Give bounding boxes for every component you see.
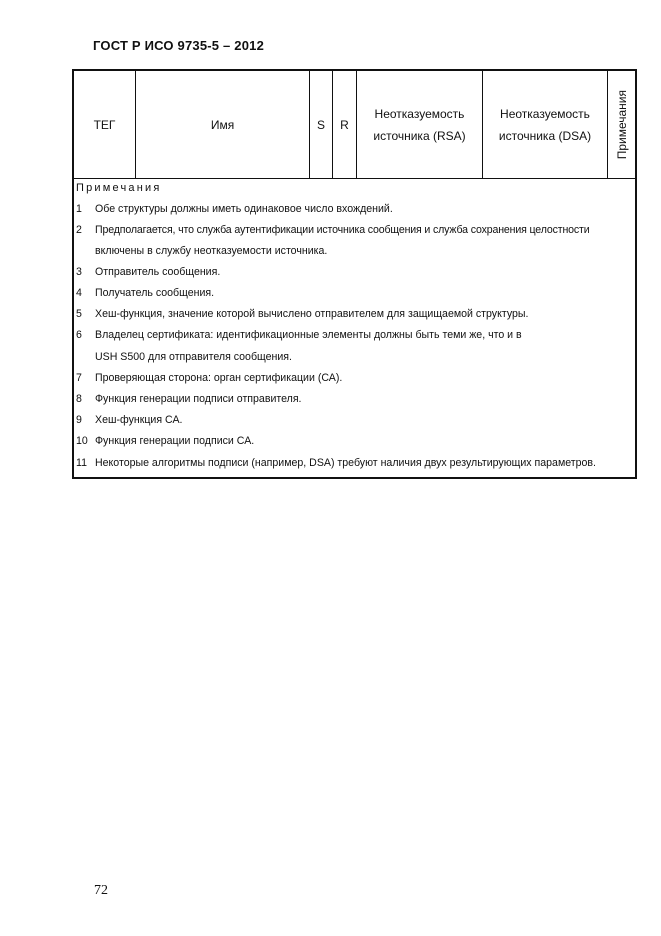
column-header-label: S — [316, 117, 325, 132]
column-header-label: ТЕГ — [93, 117, 116, 132]
note-text: Функция генерации подписи СА. — [95, 435, 255, 447]
column-header-label: Имя — [210, 117, 235, 132]
note-number: 11 — [76, 457, 87, 469]
note-text-continuation: включены в службу неотказуемости источника. — [95, 245, 328, 257]
note-text: Обе структуры должны иметь одинаковое число вхождений. — [95, 203, 393, 215]
notes-heading: Примечания — [76, 182, 162, 194]
column-header-s — [310, 71, 333, 178]
note-number: 6 — [76, 329, 82, 341]
note-text: Проверяющая сторона: орган сертификации (СА). — [95, 372, 343, 384]
document-title: ГОСТ Р ИСО 9735-5 – 2012 — [93, 38, 264, 53]
column-header-nonrepudiation-dsa — [483, 71, 608, 178]
note-number: 9 — [76, 414, 82, 426]
column-header-tag — [74, 71, 136, 178]
note-number: 1 — [76, 203, 82, 215]
note-number: 3 — [76, 266, 82, 278]
note-number: 10 — [76, 435, 88, 447]
note-number: 8 — [76, 393, 82, 405]
column-header-r — [333, 71, 357, 178]
note-text: Получатель сообщения. — [95, 287, 215, 299]
note-number: 2 — [76, 224, 82, 236]
note-text: Отправитель сообщения. — [95, 266, 221, 278]
column-header-notes — [608, 71, 635, 178]
table-header-row — [74, 71, 635, 179]
column-header-label: R — [340, 117, 349, 132]
column-header-label: Примечания — [614, 89, 629, 160]
note-text: Хеш-функция, значение которой вычислено отправителем для защищаемой структуры. — [95, 308, 529, 320]
column-header-label-line2: источника (RSA) — [373, 128, 466, 143]
note-text-continuation: USH S500 для отправителя сообщения. — [95, 351, 292, 363]
note-text: Хеш-функция СА. — [95, 414, 183, 426]
note-text: Функция генерации подписи отправителя. — [95, 393, 302, 405]
note-text: Владелец сертификата: идентификационные элементы должны быть теми же, что и в — [95, 329, 522, 341]
note-number: 4 — [76, 287, 82, 299]
column-header-label-line2: источника (DSA) — [498, 128, 592, 143]
note-number: 7 — [76, 372, 82, 384]
column-header-name — [136, 71, 310, 178]
page-number: 72 — [94, 883, 108, 898]
column-header-label-line1: Неотказуемость — [374, 106, 465, 121]
note-number: 5 — [76, 308, 82, 320]
note-text: Предполагается, что служба аутентификации источника сообщения и служба сохранения целостности — [95, 224, 590, 236]
column-header-nonrepudiation-rsa — [357, 71, 483, 178]
column-header-label-line1: Неотказуемость — [500, 106, 590, 121]
notes-table — [72, 69, 637, 479]
note-text: Некоторые алгоритмы подписи (например, DSA) требуют наличия двух результирующих параметров. — [95, 457, 596, 469]
